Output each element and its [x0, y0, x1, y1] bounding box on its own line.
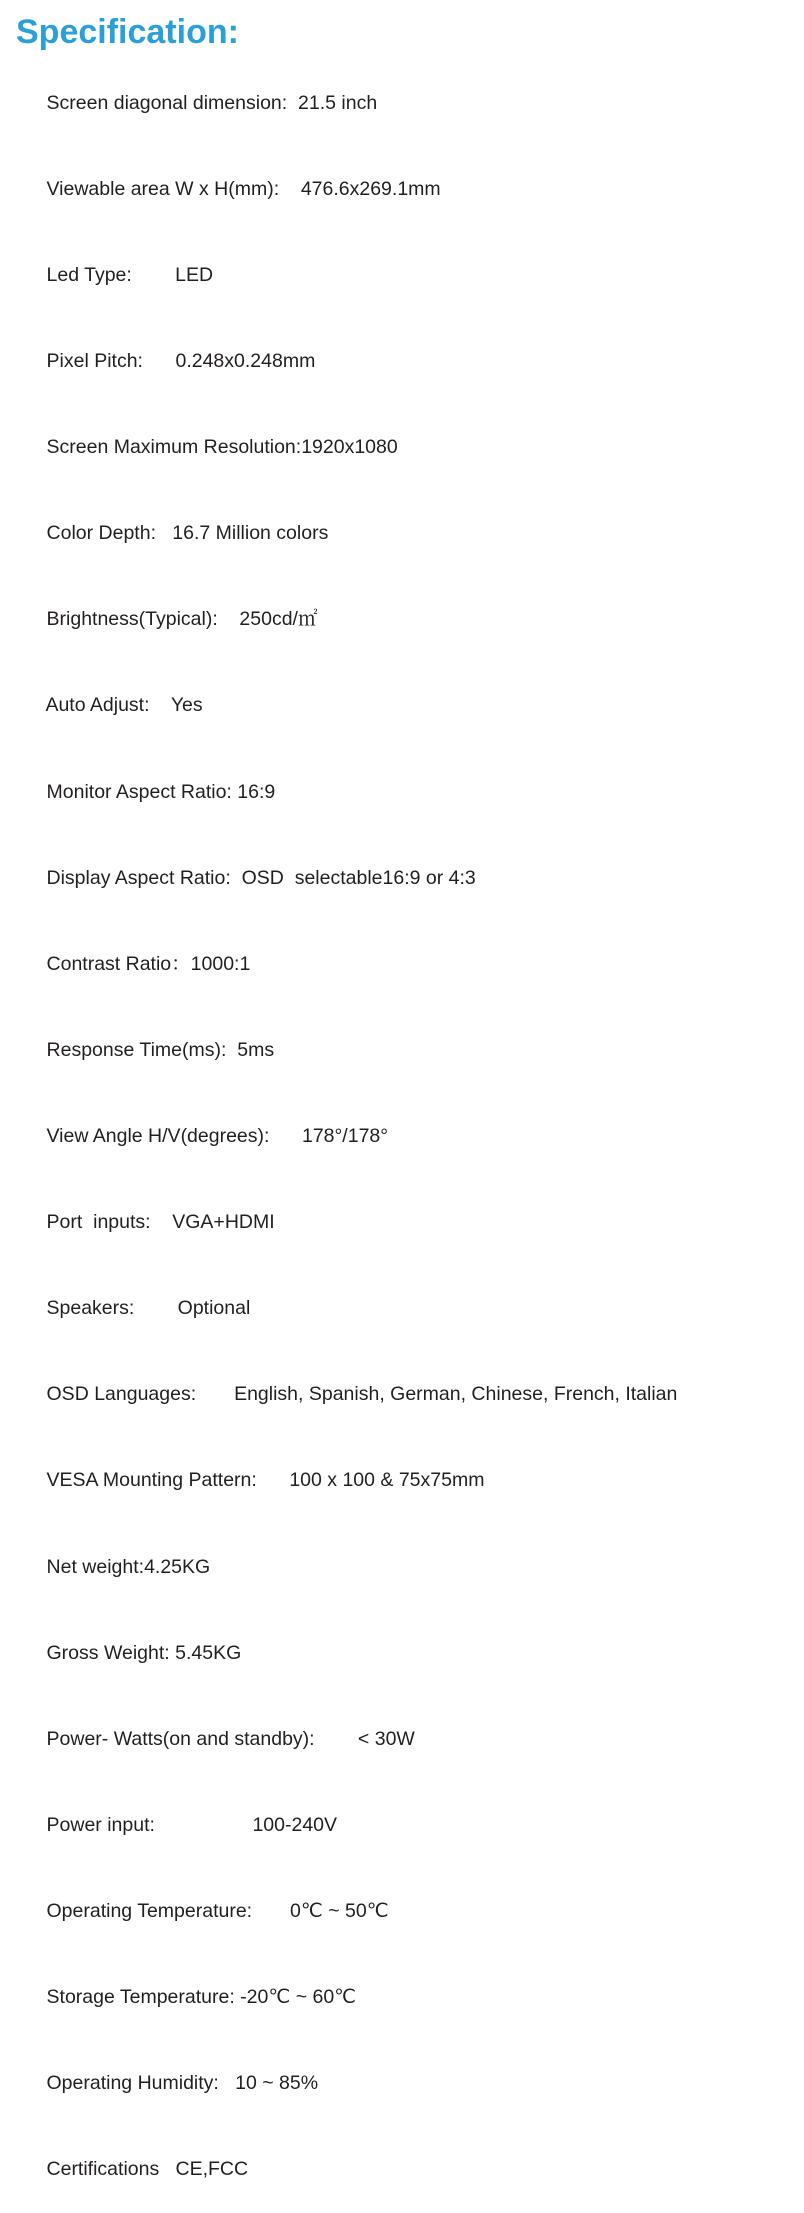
- spec-label: OSD Languages:: [46, 1383, 197, 1406]
- spec-value: 0℃ ~ 50℃: [290, 1900, 389, 1922]
- spec-gap: [219, 2072, 235, 2094]
- page-title: Specification:: [16, 13, 239, 51]
- spec-value: Optional: [177, 1297, 251, 1320]
- spec-label: Certifications: [46, 2158, 160, 2181]
- spec-label: Screen diagonal dimension:: [46, 91, 288, 114]
- spec-value: LED: [175, 263, 214, 286]
- list-item: [14, 60, 804, 146]
- spec-value: -20℃ ~ 60℃: [240, 1986, 357, 2009]
- spec-value: Yes: [170, 694, 203, 717]
- spec-gap: [231, 867, 242, 889]
- list-item: [14, 663, 804, 749]
- spec-value: < 30W: [357, 1727, 415, 1750]
- spec-value: 5.45KG: [175, 1641, 242, 1664]
- spec-label: Auto Adjust:: [45, 694, 150, 717]
- list-item: [14, 1352, 804, 1438]
- spec-gap: [315, 1728, 358, 1750]
- spec-gap: [196, 1383, 234, 1405]
- spec-label: Net weight:: [46, 1555, 145, 1578]
- list-item: [14, 491, 804, 577]
- spec-gap: [279, 178, 301, 200]
- spec-gap: [143, 350, 176, 372]
- spec-label: Storage Temperature:: [46, 1986, 235, 2009]
- spec-gap: [155, 1814, 253, 1836]
- spec-label: Viewable area W x H(mm):: [46, 177, 280, 200]
- spec-value: OSD selectable16:9 or 4:3: [241, 866, 476, 889]
- spec-label: Color Depth:: [46, 522, 156, 545]
- spec-gap: [269, 1125, 302, 1147]
- spec-label: Operating Humidity:: [46, 2072, 219, 2095]
- spec-gap: [287, 92, 298, 114]
- list-item: [14, 1524, 804, 1610]
- spec-value: 4.25KG: [144, 1555, 211, 1578]
- list-item: [14, 2127, 804, 2213]
- spec-value: 100 x 100 & 75x75mm: [289, 1469, 485, 1492]
- spec-label: Brightness(Typical):: [46, 608, 218, 631]
- spec-value: 476.6x269.1mm: [300, 177, 441, 200]
- spec-gap: [134, 1297, 177, 1319]
- spec-gap: [226, 1039, 237, 1061]
- list-item: [14, 577, 804, 663]
- list-item: [14, 1093, 804, 1179]
- spec-value: 16.7 Million colors: [172, 522, 329, 545]
- spec-label: Power- Watts(on and standby):: [46, 1727, 315, 1750]
- spec-value: 5ms: [237, 1038, 275, 1061]
- specification-list: [14, 60, 804, 2213]
- spec-label: Display Aspect Ratio:: [46, 866, 231, 889]
- spec-label: Port inputs:: [46, 1211, 151, 1234]
- spec-value: 178°/178°: [301, 1125, 389, 1148]
- list-item: [14, 1179, 804, 1265]
- list-item: [14, 1868, 804, 1954]
- spec-label: Screen Maximum Resolution:: [46, 436, 302, 459]
- list-item: [14, 835, 804, 921]
- spec-label: Response Time(ms):: [46, 1038, 227, 1061]
- spec-gap: [150, 694, 171, 716]
- list-item: [14, 404, 804, 490]
- spec-value: VGA+HDMI: [172, 1211, 275, 1234]
- spec-value: 1000:1: [190, 952, 251, 975]
- spec-gap: [252, 1900, 290, 1922]
- spec-gap: [218, 608, 240, 630]
- list-item: [14, 318, 804, 404]
- spec-label: Power input:: [46, 1813, 155, 1836]
- list-item: [14, 146, 804, 232]
- spec-value: 21.5 inch: [298, 91, 378, 114]
- list-item: [14, 1610, 804, 1696]
- list-item: [14, 1696, 804, 1782]
- list-item: [14, 921, 804, 1007]
- spec-value: 250cd/㎡: [239, 608, 318, 631]
- spec-label: Contrast Ratio：: [46, 952, 191, 975]
- spec-label: Monitor Aspect Ratio:: [46, 780, 232, 803]
- spec-value: CE,FCC: [175, 2158, 249, 2181]
- spec-label: Speakers:: [46, 1297, 135, 1320]
- list-item: [14, 1954, 804, 2040]
- spec-gap: [159, 2158, 175, 2180]
- spec-label: View Angle H/V(degrees):: [46, 1125, 270, 1148]
- spec-label: Gross Weight:: [46, 1641, 170, 1664]
- list-item: [14, 2041, 804, 2127]
- list-item: [14, 1782, 804, 1868]
- spec-gap: [156, 522, 172, 544]
- spec-value: 10 ~ 85%: [235, 2072, 319, 2095]
- list-item: [14, 1266, 804, 1352]
- spec-value: 0.248x0.248mm: [175, 350, 316, 373]
- spec-gap: [257, 1469, 290, 1491]
- list-item: [14, 749, 804, 835]
- spec-label: VESA Mounting Pattern:: [46, 1469, 257, 1492]
- spec-value: 16:9: [237, 780, 276, 803]
- spec-label: Operating Temperature:: [46, 1900, 253, 1922]
- spec-gap: [132, 264, 175, 286]
- spec-value: English, Spanish, German, Chinese, French, Italian: [234, 1383, 678, 1406]
- list-item: [14, 1007, 804, 1093]
- list-item: [14, 232, 804, 318]
- spec-gap: [151, 1211, 173, 1233]
- spec-label: Pixel Pitch:: [46, 350, 143, 373]
- spec-value: 100-240V: [252, 1813, 338, 1836]
- spec-label: Led Type:: [46, 263, 132, 286]
- list-item: [14, 1438, 804, 1524]
- spec-value: 1920x1080: [301, 436, 398, 459]
